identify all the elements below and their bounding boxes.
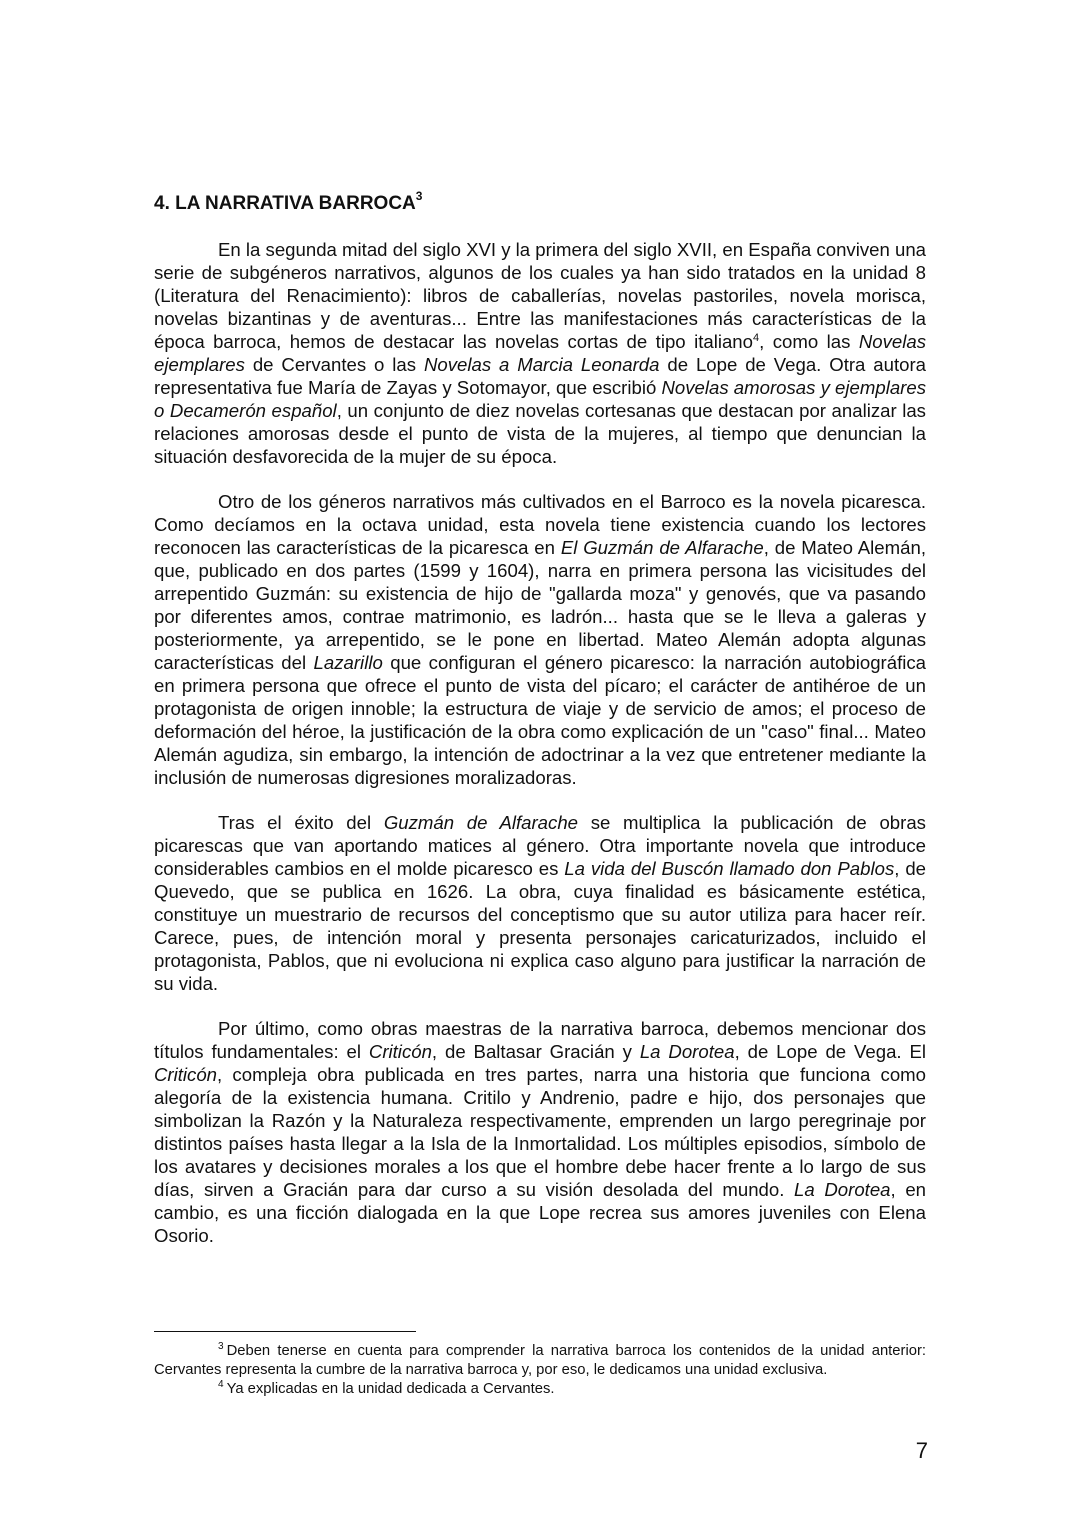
- work-title: La Dorotea: [639, 1041, 735, 1062]
- text-run: Por último, como obras maestras de la narrativa barroca, debemos mencionar dos títulos fundamentales: el: [154, 1018, 926, 1062]
- footnotes: [154, 1331, 926, 1399]
- text-run: Otro de los géneros narrativos más cultivados en el Barroco es la novela picaresca. Como decíamos en la octava unidad, esta novela tiene existencia cuando los lectores reconocen las características de la picaresca en: [154, 491, 926, 558]
- work-title: Criticón: [154, 1064, 218, 1085]
- paragraph-4: [154, 1017, 926, 1247]
- text-run: Tras el éxito del: [218, 812, 384, 833]
- section-heading-text: 4. LA NARRATIVA BARROCA: [154, 193, 416, 214]
- section-heading: [154, 188, 926, 216]
- footnote-number: 4: [218, 1379, 224, 1391]
- text-run: , en cambio, es una ficción dialogada en la que Lope recrea sus amores juveniles con Elena Osorio.: [154, 1179, 927, 1246]
- text-run: , de Mateo Alemán, que, publicado en dos partes (1599 y 1604), narra en primera persona las vicisitudes del arrepentido Guzmán: su existencia de hijo de "gallarda moza" y genovés, que va pasando por diferentes amos, contrae matrimonio, es ladrón... hasta que se le lleva a galeras y posteriormente, ya arrepentido, se le pone en libertad. Mateo Alemán adopta algunas características del: [154, 537, 926, 673]
- footnote-number: 3: [218, 1341, 224, 1353]
- text-run: , un conjunto de diez novelas cortesanas que destacan por analizar las relaciones amorosas desde el punto de vista de la mujeres, al tiempo que denuncian la situación desfavorecida de la mujer de su época.: [154, 400, 926, 467]
- page-body: [154, 188, 927, 1269]
- text-run: , de Baltasar Gracián y: [431, 1041, 640, 1062]
- work-title: La vida del Buscón llamado don Pablos: [564, 858, 895, 879]
- text-run: se multiplica la publicación de obras picarescas que van aportando matices al género. Otra importante novela que introduce considerables cambios en el molde picaresco es: [154, 812, 926, 879]
- text-run: de Lope de Vega. Otra autora representativa fue María de Zayas y Sotomayor, que escribió: [154, 354, 927, 398]
- page-number: 7: [915, 1438, 928, 1463]
- footnote-ref-4[interactable]: 4: [753, 331, 760, 344]
- footnote-divider: [154, 1331, 416, 1332]
- paragraph-3: [154, 811, 926, 995]
- work-title: Lazarillo: [313, 652, 383, 673]
- text-run: de Cervantes o las: [244, 354, 424, 375]
- footnote-text: Ya explicadas en la unidad dedicada a Cervantes.: [226, 1381, 555, 1397]
- work-title: Novelas ejemplares: [154, 331, 926, 375]
- text-run: que configuran el género picaresco: la narración autobiográfica en primera persona que ofrece el punto de vista del pícaro; el carácter de antihéroe de un protagonista de origen innoble; la estructura de viaje y de servicio de amos; el proceso de deformación del héroe, la justificación de la obra como explicación de un "caso" final... Mateo Alemán agudiza, sin embargo, la intención de adoctrinar a la vez que entretener mediante la inclusión de numerosas digresiones moralizadoras.: [154, 652, 927, 788]
- footnote-ref-3[interactable]: 3: [415, 188, 423, 203]
- paragraph-2: [154, 490, 926, 789]
- work-title: La Dorotea: [794, 1179, 891, 1200]
- work-title: Criticón: [368, 1041, 432, 1062]
- work-title: Novelas amorosas y ejemplares o Decamerón español: [154, 377, 927, 421]
- footnote-3: [154, 1342, 926, 1380]
- text-run: , como las: [759, 331, 859, 352]
- text-run: , de Lope de Vega. El: [734, 1041, 926, 1062]
- work-title: Novelas a Marcia Leonarda: [423, 354, 660, 375]
- text-run: , compleja obra publicada en tres partes, narra una historia que funciona como alegoría de la existencia humana. Critilo y Andrenio, padre e hijo, dos personajes que simbolizan la Razón y la Naturaleza respectivamente, emprenden un largo peregrinaje por distintos países hasta llegar a la Isla de la Inmortalidad. Los múltiples episodios, símbolo de los avatares y decisiones morales a los que el hombre debe hacer frente a lo largo de sus días, sirven a Gracián para dar curso a su visión desolada del mundo.: [154, 1064, 926, 1200]
- text-run: , de Quevedo, que se publica en 1626. La obra, cuya finalidad es básicamente estética, constituye un muestrario de recursos del conceptismo que su autor utiliza para hacer reír. Carece, pues, de intención moral y presenta personajes caricaturizados, incluido el protagonista, Pablos, que ni evoluciona ni explica caso alguno para justificar la narración de su vida.: [154, 858, 927, 994]
- paragraph-1: [154, 238, 926, 468]
- work-title: El Guzmán de Alfarache: [560, 537, 764, 558]
- footnote-text: Deben tenerse en cuenta para comprender la narrativa barroca los contenidos de la unidad anterior: Cervantes representa la cumbre de la narrativa barroca y, por eso, le dedicamos una unidad exclusiva.: [154, 1343, 926, 1378]
- footnote-4: [154, 1380, 926, 1399]
- work-title: Guzmán de Alfarache: [383, 812, 579, 833]
- body-text: [154, 238, 926, 1247]
- text-run: En la segunda mitad del siglo XVI y la primera del siglo XVII, en España conviven una serie de subgéneros narrativos, algunos de los cuales ya han sido tratados en la unidad 8 (Literatura del Renacimiento): libros de caballerías, novelas pastoriles, novela morisca, novelas bizantinas y de aventuras... Entre las manifestaciones más características de la época barroca, hemos de destacar las novelas cortas de tipo italiano: [154, 239, 927, 352]
